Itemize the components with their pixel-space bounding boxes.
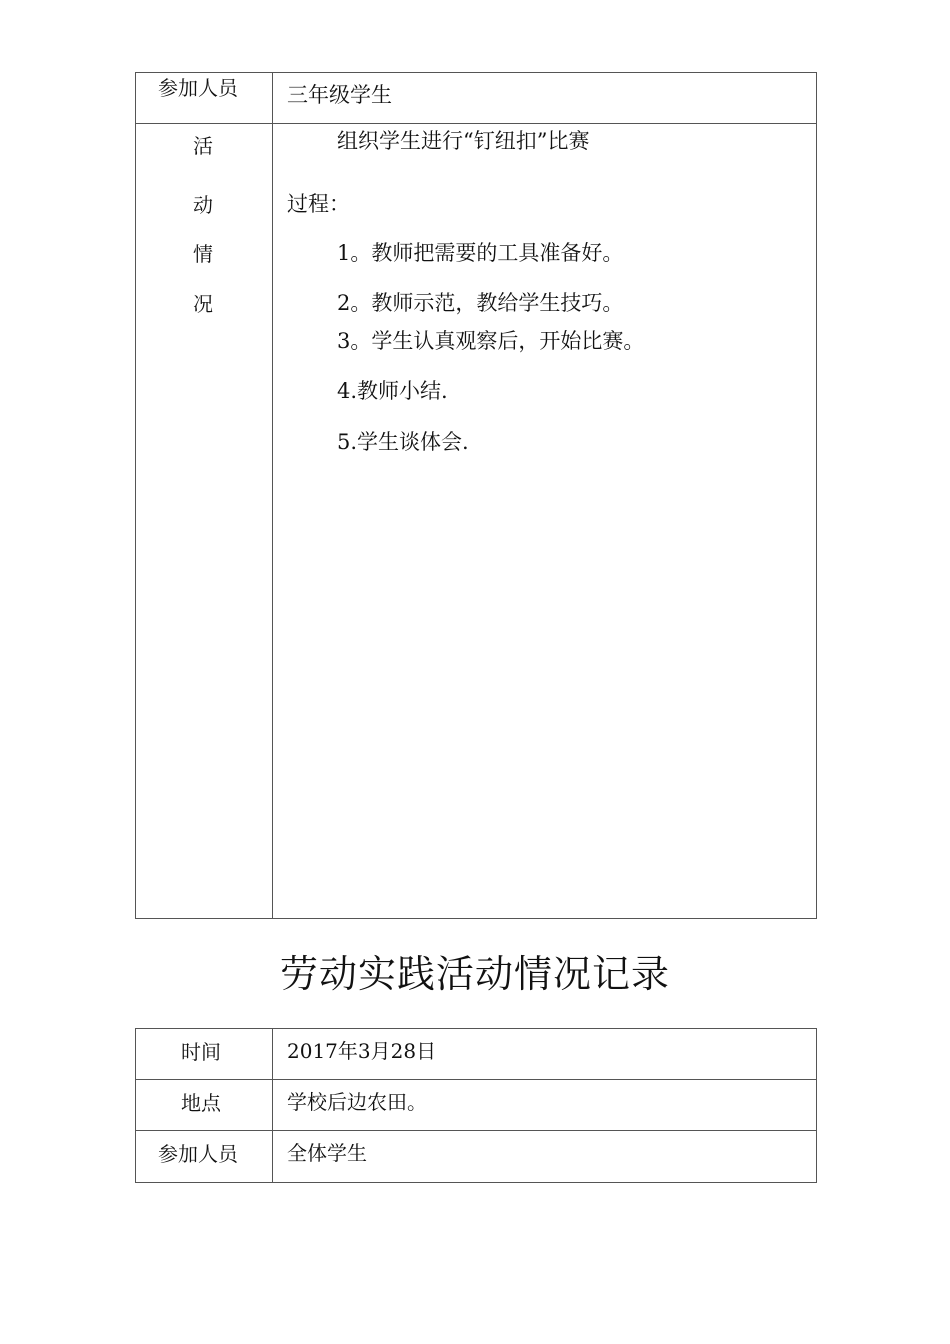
step-item: 2。教师示范，教给学生技巧。 bbox=[337, 291, 624, 315]
table1-border-left bbox=[135, 72, 136, 919]
table1-row-divider bbox=[135, 123, 817, 124]
step-item: 3。学生认真观察后，开始比赛。 bbox=[337, 329, 645, 353]
place-value: 学校后边农田。 bbox=[287, 1090, 427, 1114]
section-title: 劳动实践活动情况记录 bbox=[279, 952, 670, 996]
process-label: 过程： bbox=[287, 192, 350, 216]
table2-border-top bbox=[135, 1028, 817, 1029]
participants-value-2: 全体学生 bbox=[287, 1141, 367, 1165]
table2-column-divider bbox=[272, 1028, 273, 1183]
table1-border-top bbox=[135, 72, 817, 73]
place-label: 地点 bbox=[181, 1091, 221, 1115]
step-item: 1。教师把需要的工具准备好。 bbox=[337, 241, 624, 265]
table2-row-divider bbox=[135, 1130, 817, 1131]
table2-border-bottom bbox=[135, 1182, 817, 1183]
activity-heading: 组织学生进行“钉纽扣”比赛 bbox=[337, 129, 590, 153]
activity-label-char: 活 bbox=[193, 134, 213, 158]
activity-label-char: 动 bbox=[193, 193, 213, 217]
participants-label: 参加人员 bbox=[158, 76, 238, 100]
time-value: 2017年3月28日 bbox=[287, 1039, 437, 1063]
time-label: 时间 bbox=[181, 1040, 221, 1064]
participants-label-2: 参加人员 bbox=[158, 1142, 238, 1166]
activity-label-char: 情 bbox=[193, 242, 213, 266]
table2-border-right bbox=[816, 1028, 817, 1183]
step-item: 5.学生谈体会. bbox=[337, 430, 469, 454]
participants-value: 三年级学生 bbox=[287, 83, 392, 107]
table1-column-divider bbox=[272, 72, 273, 919]
table1-border-bottom bbox=[135, 918, 817, 919]
activity-label-char: 况 bbox=[193, 292, 213, 316]
step-item: 4.教师小结. bbox=[337, 379, 448, 403]
table2-border-left bbox=[135, 1028, 136, 1183]
table2-row-divider bbox=[135, 1079, 817, 1080]
table1-border-right bbox=[816, 72, 817, 919]
